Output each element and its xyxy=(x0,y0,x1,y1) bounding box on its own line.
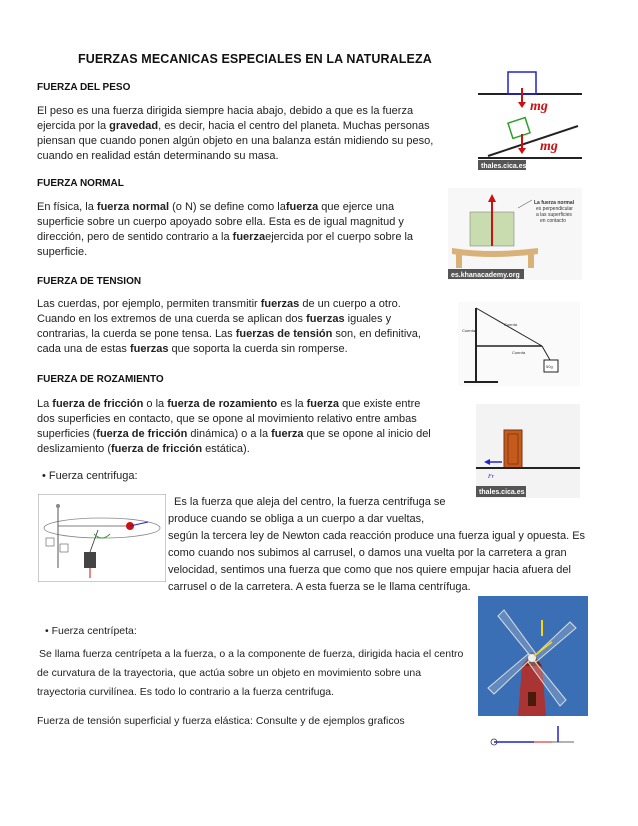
svg-text:thales.cica.es: thales.cica.es xyxy=(479,489,525,496)
svg-text:Cuerda: Cuerda xyxy=(512,350,526,355)
figure-tension xyxy=(458,302,580,386)
text-line: Las cuerdas, por ejemplo, permiten transmitir fuerzas de un cuerpo a otro. xyxy=(37,298,401,310)
paragraph-tension xyxy=(37,297,457,357)
figure-molino xyxy=(478,596,588,758)
text-line: deslizamiento (fuerza de fricción estática). xyxy=(37,443,250,455)
text-line: cada una de estas fuerzas que soporta la cuerda sin romperse. xyxy=(37,343,348,355)
svg-text:es.khanacademy.org: es.khanacademy.org xyxy=(451,272,520,279)
text-line: superficies (fuerza de fricción dinámica) o a la fuerza que se opone al inicio del xyxy=(37,428,431,440)
text-line: produce cuando se obliga a un cuerpo a dar vueltas, xyxy=(168,513,425,525)
text-line: El peso es una fuerza dirigida siempre hacia abajo, debido a que es la fuerza xyxy=(37,105,414,117)
paragraph-normal xyxy=(37,200,457,260)
heading-tension: FUERZA DE TENSION xyxy=(37,276,142,287)
heading-peso: FUERZA DEL PESO xyxy=(37,82,131,93)
bullet-centrifuga: • Fuerza centrifuga: xyxy=(42,470,138,482)
text-line: según la tercera ley de Newton cada reacción produce una fuerza igual y opuesta. Es xyxy=(168,530,586,542)
svg-text:thales.cica.es: thales.cica.es xyxy=(481,163,527,170)
text-line: cuando en realidad están determinando su masa. xyxy=(37,150,279,162)
text-line: superficie sobre un cuerpo apoyado sobre ella. Esta es de igual magnitud y xyxy=(37,216,404,228)
paragraph-rozamiento xyxy=(37,397,467,457)
text-line: como cuando nos subimos al carrusel, o damos una vuelta por la carretera a gran xyxy=(168,547,567,559)
figure-peso xyxy=(478,60,582,172)
text-line: dos superficies en contacto, que se opone al movimiento relativo entre ambas xyxy=(37,413,417,425)
svg-text:mg: mg xyxy=(530,99,548,114)
text-line: En física, la fuerza normal (o N) se define como lafuerza que ejerce una xyxy=(37,201,395,213)
figure-centrifuga xyxy=(38,494,166,582)
bullet-centripeta: • Fuerza centrípeta: xyxy=(45,625,137,637)
text-line: Es la fuerza que aleja del centro, la fuerza centrifuga se xyxy=(174,496,446,508)
text-line: Cuando en los extremos de una cuerda se aplican dos fuerzas iguales y xyxy=(37,313,392,325)
page-title: FUERZAS MECANICAS ESPECIALES EN LA NATURALEZA xyxy=(78,52,432,66)
figure-normal xyxy=(448,188,582,280)
paragraph-centrifuga-a xyxy=(168,494,614,596)
text-line: ejercida por la gravedad, es decir, hacia el centro del planeta. Muchas personas xyxy=(37,120,430,132)
text-line: piensan que cuando ponen algún objeto en una balanza están midiendo su peso, xyxy=(37,135,434,147)
paragraph-consulte: Fuerza de tensión superficial y fuerza elástica: Consulte y de ejemplos graficos xyxy=(37,715,405,727)
text-line: contrarias, la cuerda se pone tensa. Las fuerzas de tensión son, en definitiva, xyxy=(37,328,421,340)
heading-normal: FUERZA NORMAL xyxy=(37,178,124,189)
svg-text:mg: mg xyxy=(540,139,558,154)
text-line: de curvatura de la trayectoria, que actúa sobre un objeto en movimiento sobre una xyxy=(37,667,422,679)
svg-text:Cuerda: Cuerda xyxy=(504,322,518,327)
text-line: trayectoria curvilínea. Es todo lo contrario a la fuerza centrifuga. xyxy=(37,686,335,698)
text-line: Se llama fuerza centrípeta a la fuerza, o a la componente de fuerza, dirigida hacia el centro xyxy=(39,648,464,660)
paragraph-centripeta xyxy=(37,645,477,702)
text-line: carrusel o de la carretera. A esta fuerza se le llama centrífuga. xyxy=(168,581,471,593)
svg-text:50g: 50g xyxy=(546,364,553,369)
figure-friccion xyxy=(476,404,580,498)
text-line: superficie. xyxy=(37,246,88,258)
svg-text:Fr: Fr xyxy=(488,474,494,480)
svg-text:La fuerza normales perpendicul: La fuerza normal es perpendicular a las superficies en contacto xyxy=(534,200,575,224)
svg-text:Cuerda: Cuerda xyxy=(462,328,476,333)
text-line: velocidad, sentimos una fuerza que como que nos quiere empujar hacia afuera del xyxy=(168,564,571,576)
text-line: dirección, pero de sentido contrario a la fuerzaejercida por el cuerpo sobre la xyxy=(37,231,414,243)
text-line: La fuerza de fricción o la fuerza de rozamiento es la fuerza que existe entre xyxy=(37,398,421,410)
paragraph-peso xyxy=(37,104,477,164)
heading-rozamiento: FUERZA DE ROZAMIENTO xyxy=(37,374,164,385)
